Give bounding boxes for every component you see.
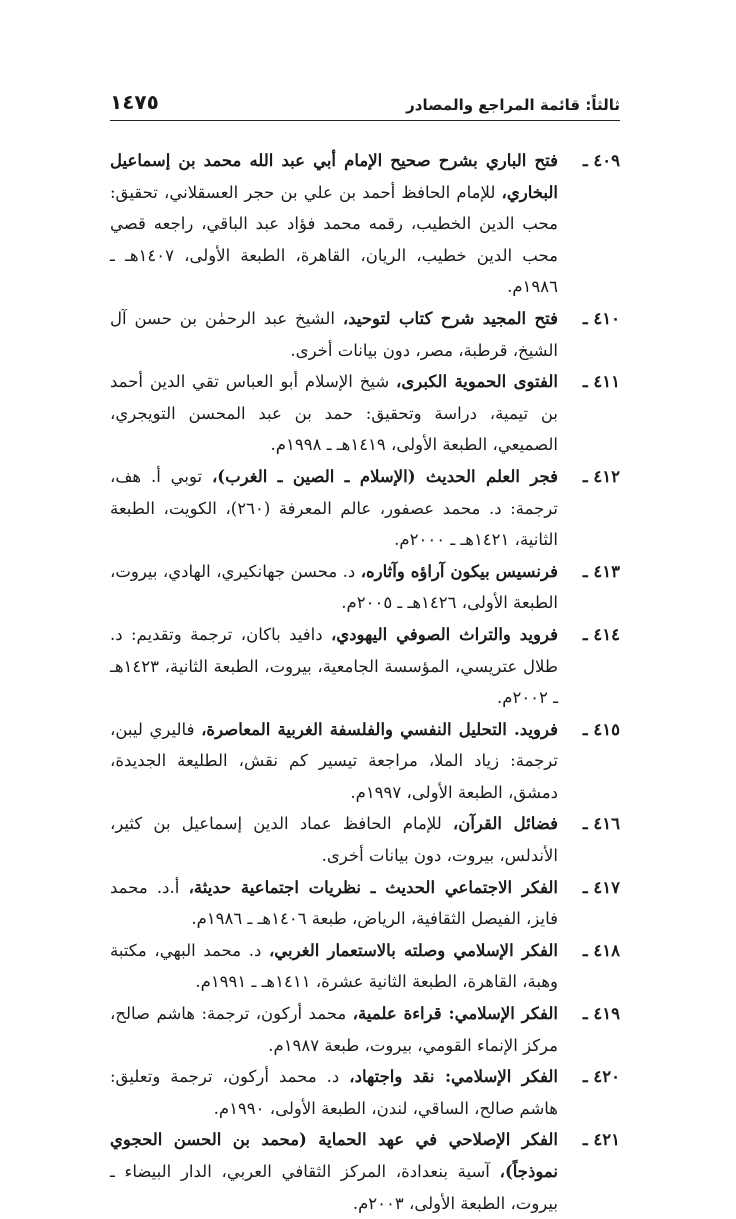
entry-title: فجر العلم الحديث (الإسلام ـ الصين ـ الغرب)، [211, 466, 558, 486]
entry-number: ٤١٠ ـ [582, 308, 620, 328]
entry-number: ٤١٦ ـ [582, 814, 620, 834]
bibliography-entry [110, 1124, 620, 1219]
entry-details: محمد أركون، ترجمة: هاشم صالح، مركز الإنماء القومي، بيروت، طبعة ١٩٨٧م. [110, 1004, 558, 1055]
entry-title: الفكر الاجتماعي الحديث ـ نظريات اجتماعية حديثة، [188, 877, 558, 897]
entry-details: د. محمد أركون، ترجمة وتعليق: هاشم صالح، الساقي، لندن، الطبعة الأولى، ١٩٩٠م. [110, 1067, 558, 1118]
bibliography-entry [110, 998, 620, 1061]
bibliography-entry [110, 366, 620, 461]
entry-details: توبي أ. هف، ترجمة: د. محمد عصفور، عالم المعرفة (٢٦٠)، الكويت، الطبعة الثانية، ١٤٢١هـ ـ ٢٠٠٠م. [110, 466, 558, 550]
bibliography-list [110, 145, 620, 1219]
entry-number: ٤١٩ ـ [582, 1004, 620, 1024]
entry-title: فتح المجيد شرح كتاب لتوحيد، [342, 308, 558, 328]
page-number: ١٤٧٥ [110, 90, 159, 114]
running-title: ثالثاً: قائمة المراجع والمصادر [406, 96, 620, 114]
bibliography-entry [110, 303, 620, 366]
entry-details: د. محمد البهي، مكتبة وهبة، القاهرة، الطبعة الثانية عشرة، ١٤١١هـ ـ ١٩٩١م. [110, 940, 558, 992]
entry-title: الفكر الإصلاحي في عهد الحماية (محمد بن الحسن الحجوي نموذجاً)، [110, 1130, 558, 1181]
bibliography-entry [110, 808, 620, 871]
bibliography-entry [110, 461, 620, 556]
entry-details: أ.د. محمد فايز، الفيصل الثقافية، الرياض، طبعة ١٤٠٦هـ ـ ١٩٨٦م. [110, 877, 558, 929]
bibliography-entry [110, 619, 620, 714]
bibliography-entry [110, 935, 620, 998]
entry-details: فاليري ليبن، ترجمة: زياد الملا، مراجعة تيسير كم نقش، الطليعة الجديدة، دمشق، الطبعة الأولى، ١٩٩٧م. [110, 719, 558, 802]
entry-details: الشيخ عبد الرحمٰن بن حسن آل الشيخ، قرطبة، مصر، دون بيانات أخرى. [110, 308, 558, 360]
entry-title: فضائل القرآن، [452, 814, 558, 834]
entry-title: الفكر الإسلامي: قراءة علمية، [352, 1004, 558, 1024]
bibliography-entry [110, 714, 620, 809]
bibliography-entry [110, 556, 620, 619]
entry-title: فرنسيس بيكون آراؤه وآثاره، [360, 561, 558, 581]
entry-number: ٤٢١ ـ [582, 1130, 620, 1150]
entry-title: فرويد والتراث الصوفي اليهودي، [330, 624, 558, 644]
bibliography-entry [110, 1061, 620, 1124]
entry-details: د. محسن جهانكيري، الهادي، بيروت، الطبعة الأولى، ١٤٢٦هـ ـ ٢٠٠٥م. [110, 561, 558, 613]
entry-number: ٤١٧ ـ [582, 877, 620, 897]
entry-number: ٤١٣ ـ [582, 561, 620, 581]
entry-details: للإمام الحافظ أحمد بن علي بن حجر العسقلاني، تحقيق: محب الدين الخطيب، رقمه محمد فؤاد عبد الباقي، راجعه قصي محب الدين خطيب، الريان، القاهرة، الطبعة الأولى، ١٤٠٧هـ ـ ١٩٨٦م. [110, 182, 558, 297]
entry-details: دافيد باكان، ترجمة وتقديم: د. طلال عتريسي، المؤسسة الجامعية، بيروت، الطبعة الثانية، ١٤٢٣هـ ـ ٢٠٠٢م. [110, 624, 558, 708]
entry-number: ٤١٢ ـ [582, 466, 620, 486]
entry-title: فرويد. التحليل النفسي والفلسفة الغربية المعاصرة، [201, 719, 558, 739]
entry-number: ٤١٤ ـ [582, 624, 620, 644]
entry-title: الفكر الإسلامي وصلته بالاستعمار الغربي، [268, 940, 558, 960]
entry-title: فتح الباري بشرح صحيح الإمام أبي عبد الله محمد بن إسماعيل البخاري، [110, 151, 558, 202]
entry-number: ٤٠٩ ـ [582, 151, 620, 170]
entry-details: آسية بنعدادة، المركز الثقافي العربي، الدار البيضاء ـ بيروت، الطبعة الأولى، ٢٠٠٣م. [110, 1162, 558, 1213]
entry-number: ٤٢٠ ـ [582, 1067, 620, 1087]
bibliography-entry [110, 872, 620, 935]
bibliography-entry [110, 145, 620, 303]
entry-title: الفتوى الحموية الكبرى، [396, 372, 558, 392]
page-header [110, 90, 620, 121]
entry-details: للإمام الحافظ عماد الدين إسماعيل بن كثير، الأندلس، بيروت، دون بيانات أخرى. [110, 814, 558, 866]
entry-number: ٤١٥ ـ [582, 719, 620, 739]
entry-number: ٤١١ ـ [582, 372, 620, 392]
entry-title: الفكر الإسلامي: نقد واجتهاد، [349, 1067, 558, 1087]
entry-details: شيخ الإسلام أبو العباس تقي الدين أحمد بن تيمية، دراسة وتحقيق: حمد بن عبد المحسن التويجري، الصميعي، الطبعة الأولى، ١٤١٩هـ ـ ١٩٩٨م. [110, 372, 558, 455]
entry-number: ٤١٨ ـ [582, 940, 620, 960]
